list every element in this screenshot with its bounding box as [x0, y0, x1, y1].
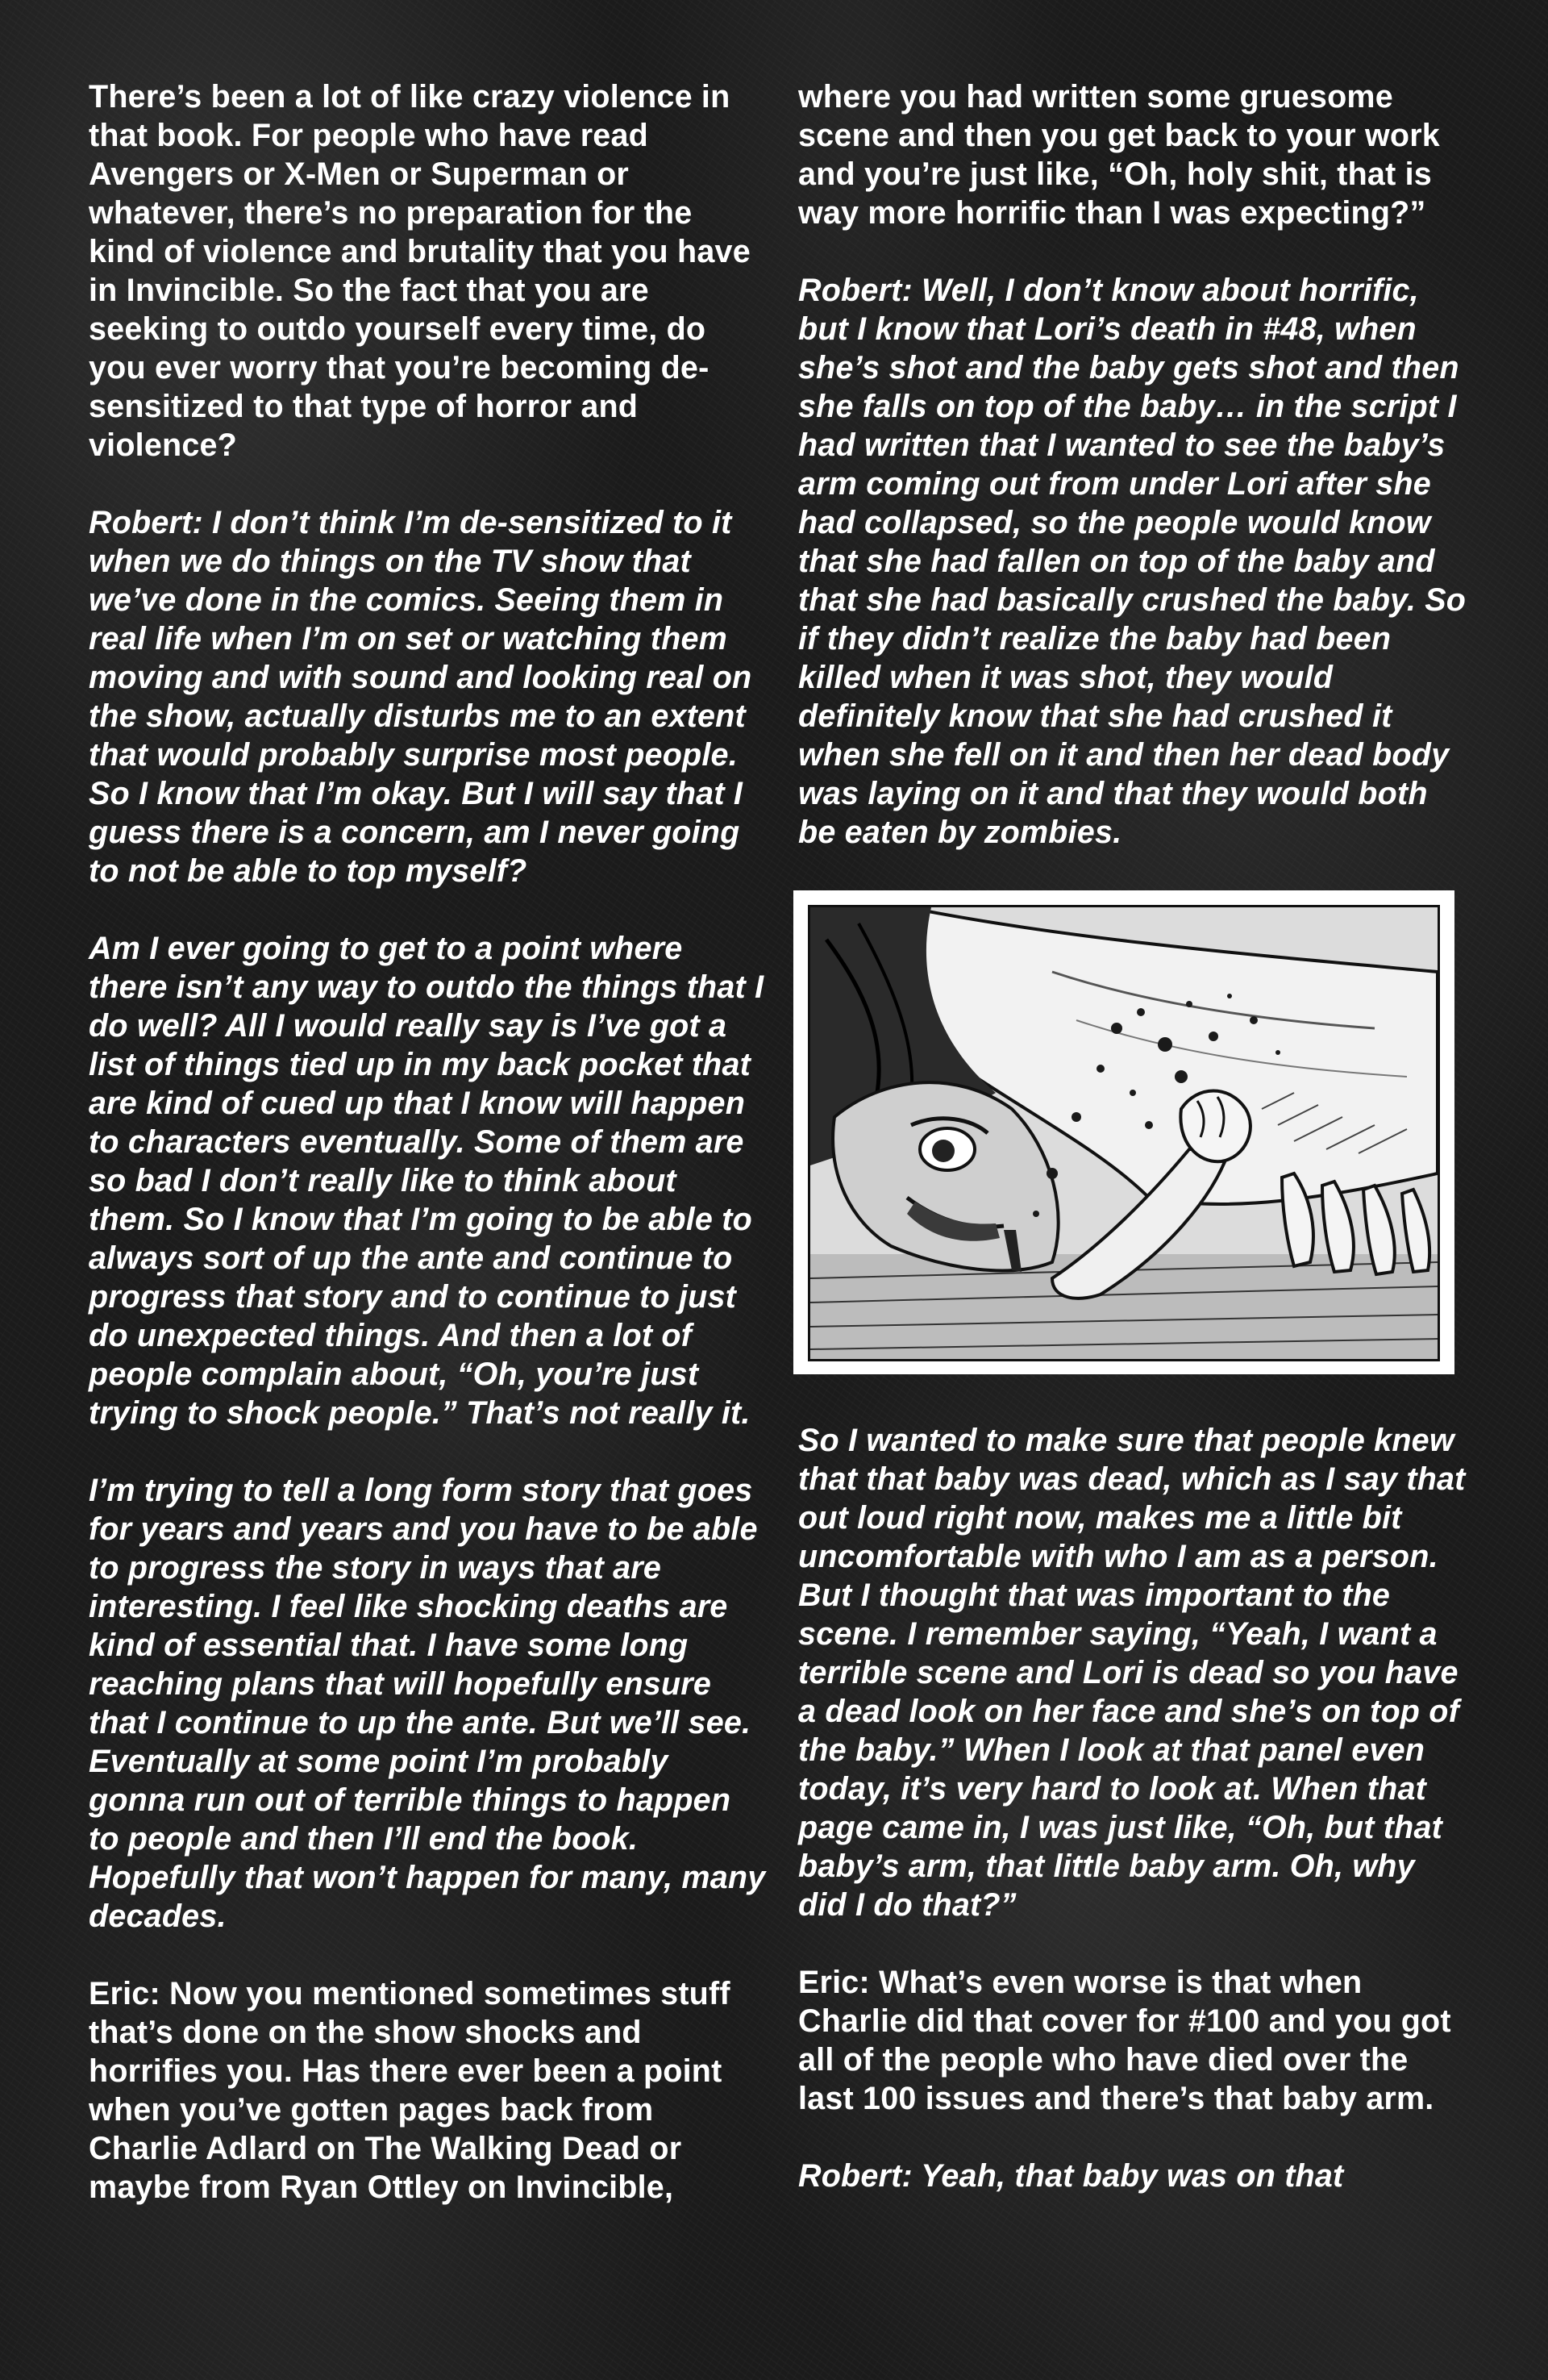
right-text-column — [798, 77, 1467, 2234]
question-paragraph-shocks: Eric: Now you mentioned sometimes stuff that’s done on the show shocks and horrifies you. Has there ever been a point when you’ve gotten pages back from Charlie Adlard on The Walking Dead or maybe from Ryan Ottley on Invincible, — [89, 1976, 730, 2205]
comic-panel-drawing — [810, 907, 1438, 1359]
answer-paragraph-baby-dead: So I wanted to make sure that people knew that that baby was dead, which as I say that out loud right now, makes me a little bit uncomfortable with who I am as a person. But I thought that was important to the scene. I remember saying, “Yeah, I want a terrible scene and Lori is dead so you have a dead look on her face and she’s on top of the baby.” When I look at that panel even today, it’s very hard to look at. When that page came in, I was just like, “Oh, but that baby’s arm, that little baby arm. Oh, why did I do that?” — [798, 1423, 1466, 1923]
answer-paragraph-yeah: Robert: Yeah, that baby was on that — [798, 2158, 1344, 2194]
question-paragraph-cover-100: Eric: What’s even worse is that when Charlie did that cover for #100 and you got all of the people who have died over the last 100 issues and there’s that baby arm. — [798, 1965, 1451, 2116]
comic-panel-frame — [793, 890, 1454, 1374]
answer-paragraph-long-form: I’m trying to tell a long form story that goes for years and years and you have to be able to progress the story in ways that are interesting. I feel like shocking deaths are kind of essential that. I have some long reaching plans that will hopefully ensure that I continue to up the ante. But we’ll see. Eventually at some point I’m probably gonna run out of terrible things to happen to people and then I’ll end the book. Hopefully that won’t happen for many, many decades. — [89, 1473, 766, 1934]
answer-paragraph-outdo: Am I ever going to get to a point where there isn’t any way to outdo the things that I do well? All I would really say is I’ve got a list of things tied up in my back pocket that are kind of cued up that I know will happen to characters eventually. Some of them are so bad I don’t really like to think about them. So I know that I’m going to be able to always sort of up the ante and continue to progress that story and to continue to just do unexpected things. And then a lot of people complain about, “Oh, you’re just trying to shock people.” That’s not really it. — [89, 931, 764, 1431]
question-paragraph-continued: where you had written some gruesome scene and then you get back to your work and you’re just like, “Oh, holy shit, that is way more horrific than I was expecting?” — [798, 79, 1440, 231]
answer-paragraph-desensitized: Robert: I don’t think I’m de-sensitized to it when we do things on the TV show that we’ve done in the comics. Seeing them in real life when I’m on set or watching them moving and with sound and looking real on the show, actually disturbs me to an extent that would probably surprise most people. So I know that I’m okay. But I will say that I guess there is a concern, am I never going to not be able to top myself? — [89, 505, 752, 889]
comic-panel-illustration — [808, 905, 1440, 1361]
question-paragraph-violence: There’s been a lot of like crazy violence in that book. For people who have read Avengers or X-Men or Superman or whatever, there’s no preparation for the kind of violence and brutality that you have in Invincible. So the fact that you are seeking to outdo yourself every time, do you ever worry that you’re becoming de-sensitized to that type of horror and violence? — [89, 79, 751, 463]
left-text-column — [89, 77, 766, 2245]
answer-paragraph-lori-death: Robert: Well, I don’t know about horrific, but I know that Lori’s death in #48, when she’s shot and the baby gets shot and then she falls on top of the baby… in the script I had written that I wanted to see the baby’s arm coming out from under Lori after she had collapsed, so the people would know that she had fallen on top of the baby and that she had basically crushed the baby. So if they didn’t realize the baby had been killed when it was shot, they would definitely know that she had crushed it when she fell on it and then her dead body was laying on it and that they would both be eaten by zombies. — [798, 273, 1467, 850]
